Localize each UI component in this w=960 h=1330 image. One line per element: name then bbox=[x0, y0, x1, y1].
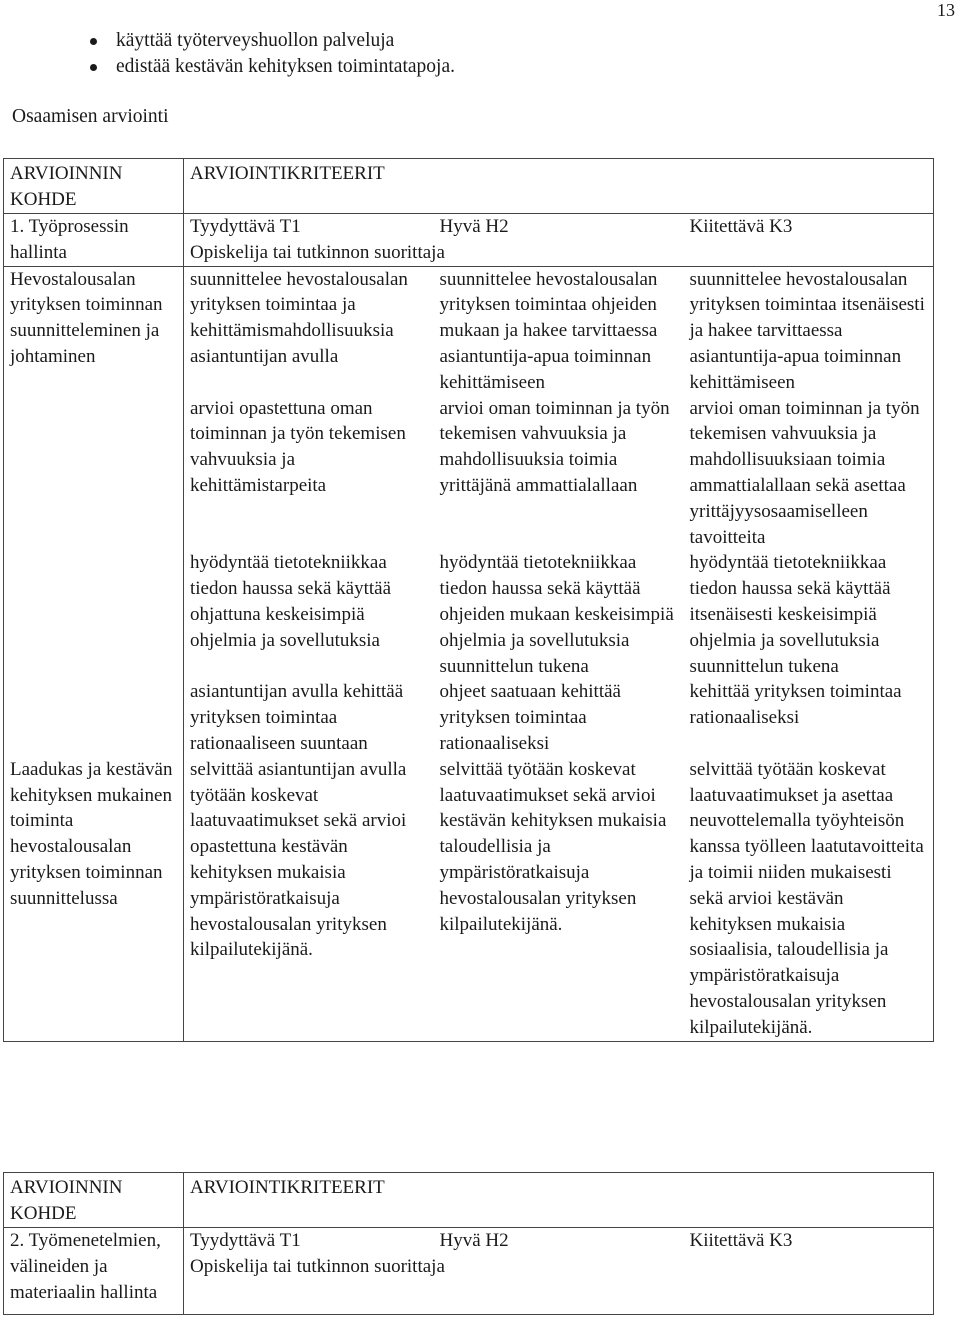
criterion-h2: hyödyntää tietotekniikkaa tiedon haussa sekä käyttää ohjeiden mukaan keskeisimpiä ohjelmia ja sovellutuksia suunnittelun tukena bbox=[439, 552, 674, 677]
section-heading: Osaamisen arviointi bbox=[12, 106, 169, 127]
criterion-k3: kehittää yrityksen toimintaa rationaaliseksi bbox=[689, 681, 902, 729]
level-k3: Kiitettävä K3 bbox=[684, 214, 934, 240]
assessment-target: 2. Työmenetelmien, välineiden ja materiaalin hallinta bbox=[4, 1228, 184, 1315]
assessment-target: 1. Työprosessin hallinta bbox=[4, 214, 184, 267]
criterion-k3: hyödyntää tietotekniikkaa tiedon haussa sekä käyttää itsenäisesti keskeisimpiä ohjelmia ja sovellutuksia suunnittelun tukena bbox=[689, 552, 891, 677]
bullet-item: edistää kestävän kehityksen toimintatapoja. bbox=[68, 54, 455, 80]
criteria-header: ARVIOINTIKRITEERIT bbox=[190, 1177, 385, 1198]
criterion-h2: selvittää työtään koskevat laatuvaatimukset sekä arvioi kestävän kehityksen mukaisia taloudellisia ja ympäristöratkaisuja hevostalousalan yrityksen kilpailutekijänä. bbox=[439, 758, 667, 935]
bullet-item: käyttää työterveyshuollon palveluja bbox=[68, 28, 455, 54]
assessment-table-1 bbox=[3, 158, 934, 1042]
level-t1: Tyydyttävä T1 bbox=[184, 1228, 434, 1254]
bullet-list bbox=[68, 28, 455, 80]
criterion-t1: selvittää asiantuntijan avulla työtään koskevat laatuvaatimukset sekä arvioi opastettuna kestävän kehityksen mukaisia ympäristöratkaisuja hevostalousalan yrityksen kilpailutekijänä. bbox=[190, 758, 407, 961]
criterion-t1: asiantuntijan avulla kehittää yrityksen toimintaa rationaaliseen suuntaan bbox=[190, 681, 404, 754]
assessment-table-2 bbox=[3, 1172, 934, 1315]
level-h2: Hyvä H2 bbox=[434, 1228, 684, 1254]
criterion-k3: suunnittelee hevostalousalan yrityksen toimintaa itsenäisesti ja hakee tarvittaessa asiantuntija-apua toiminnan kehittämiseen bbox=[684, 266, 934, 395]
criteria-header: ARVIOINTIKRITEERIT bbox=[190, 163, 385, 184]
page-number: 13 bbox=[937, 0, 955, 20]
area-label: Hevostalousalan yrityksen toiminnan suunnitteleminen ja johtaminen bbox=[4, 266, 184, 757]
criterion-h2: arvioi oman toiminnan ja työn tekemisen vahvuuksia ja mahdollisuuksia toimia yrittäjänä ammattialallaan bbox=[439, 397, 670, 496]
level-t1: Tyydyttävä T1 bbox=[184, 214, 434, 240]
criterion-t1: hyödyntää tietotekniikkaa tiedon haussa sekä käyttää ohjattuna keskeisimpiä ohjelmia ja sovellutuksia bbox=[190, 552, 392, 651]
criterion-k3: selvittää työtään koskevat laatuvaatimukset ja asettaa neuvottelemalla työyhteisön kanssa työlleen laatutavoitteita ja toimii niiden mukaisesti sekä arvioi kestävän kehityksen mukaisia sosiaalisia, taloudellisia ja ympäristöratkaisuja hevostalousalan yrityksen kilpailutekijänä. bbox=[689, 758, 924, 1038]
area-label: Laadukas ja kestävän kehityksen mukainen toiminta hevostalousalan yrityksen toiminnan suunnittelussa bbox=[4, 757, 184, 1041]
subject-label: Opiskelija tai tutkinnon suorittaja bbox=[190, 1255, 445, 1277]
criterion-k3: arvioi oman toiminnan ja työn tekemisen vahvuuksia ja mahdollisuuksiaan toimia ammattialallaan sekä asettaa yrittäjyysosaamiselleen tavoitteita bbox=[689, 397, 920, 548]
criterion-h2: suunnittelee hevostalousalan yrityksen toimintaa ohjeiden mukaan ja hakee tarvittaessa asiantuntija-apua toiminnan kehittämiseen bbox=[434, 266, 684, 395]
criterion-t1: arvioi opastettuna oman toiminnan ja työn tekemisen vahvuuksia ja kehittämistarpeita bbox=[190, 397, 406, 496]
level-h2: Hyvä H2 bbox=[434, 214, 684, 240]
target-header: ARVIOINNIN KOHDE bbox=[4, 1173, 184, 1228]
target-header: ARVIOINNIN KOHDE bbox=[4, 159, 184, 214]
subject-label: Opiskelija tai tutkinnon suorittaja bbox=[190, 241, 445, 263]
criterion-h2: ohjeet saatuaan kehittää yrityksen toimintaa rationaaliseksi bbox=[439, 681, 621, 754]
level-k3: Kiitettävä K3 bbox=[684, 1228, 934, 1254]
criterion-t1: suunnittelee hevostalousalan yrityksen toimintaa ja kehittämismahdollisuuksia asiantuntijan avulla bbox=[184, 266, 434, 395]
